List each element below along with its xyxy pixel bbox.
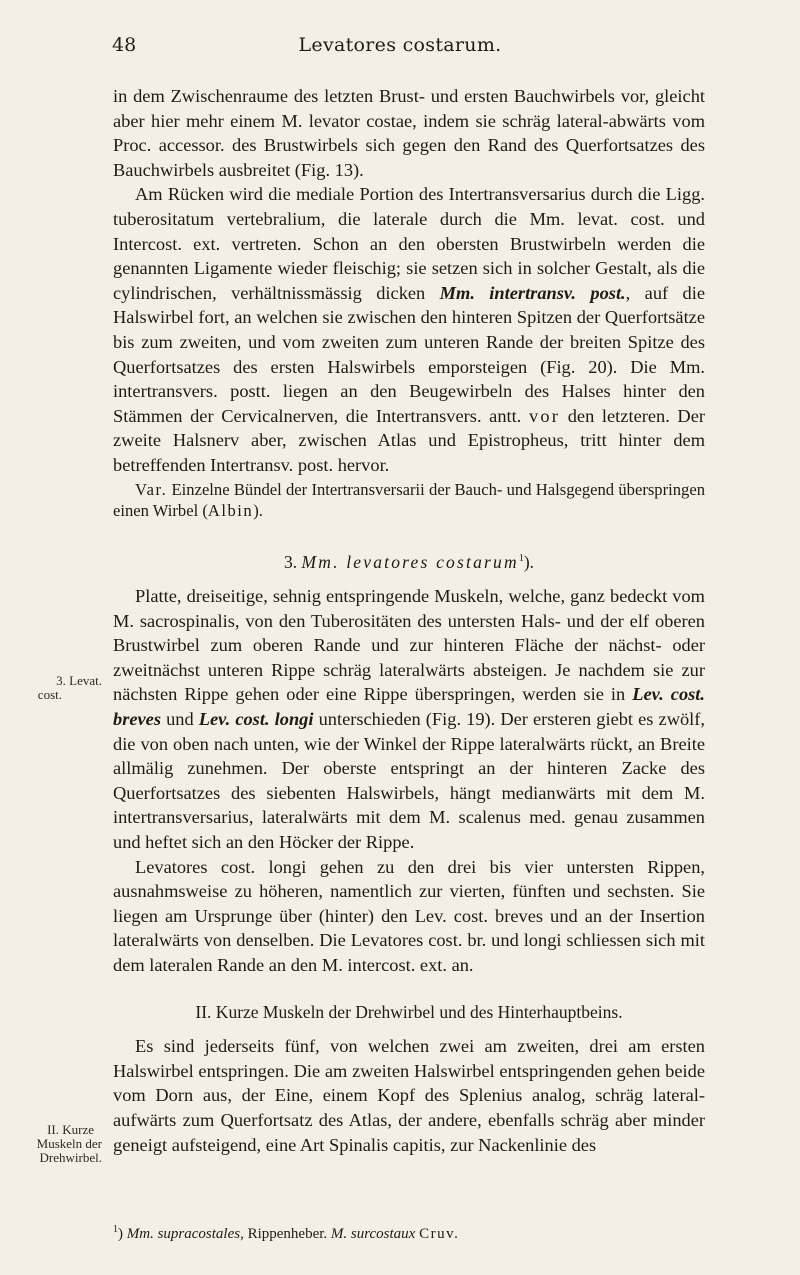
margin-note-kurze-muskeln	[0, 1123, 102, 1165]
running-title: Levatores costarum.	[298, 34, 502, 56]
text-run: Am Rücken wird die mediale Portion des Intertransversarius durch die Ligg. tuberositatum vertebralium, die laterale durch die Mm. levat. cost. und Intercost. ext. vertreten. Schon an den obersten Brustwirbeln werden die genannten Ligamente wieder fleischig; sie setzen sich in solcher Gestalt, als die cylindrischen, verhältnissmässig dicken	[113, 184, 705, 303]
text-run: Platte, dreiseitige, sehnig entspringende Muskeln, welche, ganz bedeckt vom M. sacrospinalis, von den Tuberositäten des untersten Hals- und der elf oberen Brustwirbel zum oberen Rande und zur hinteren Fläche der nächst- oder zweitnächst unteren Rippe schräg lateralwärts absteigen. Je nachdem sie zur nächsten Rippe gehen oder eine Rippe überspringen, werden sie in	[113, 586, 705, 705]
text-run: Einzelne Bündel der Intertransversarii der Bauch- und Halsgegend überspringen einen Wirbel (	[113, 479, 705, 520]
paragraph-5: Es sind jederseits fünf, von welchen zwei am zweiten, drei am ersten Halswirbel entspringen. Die am zweiten Halswirbel entspringenden gehen beide vom Dorn aus, der Eine, einem Kopf des Splenius analog, schräg lateral-aufwärts zum Querfortsatz des Atlas, der andere, ebenfalls schräg aber minder geneigt aufsteigend, eine Art Spinalis capitis, zur Nackenlinie des	[113, 1036, 705, 1155]
paragraph-3	[113, 584, 705, 855]
margin-note-levat-cost	[0, 674, 102, 702]
page-header	[0, 34, 800, 64]
margin-note-line: II. Kurze	[47, 1122, 94, 1137]
margin-note-line: Muskeln der	[36, 1136, 102, 1151]
spaced-word: vor	[528, 405, 561, 426]
footnote-mark: 1	[113, 1224, 118, 1235]
section-3-heading	[113, 550, 705, 575]
text-run: , auf die Halswirbel fort, an welchen sie zwischen den hinteren Spitzen der Querfortsätze bis zum zweiten, und vom zweiten zum unteren Rande der breiten Spitze des Querfortsatzes des ersten Halswirbels emporsteigen (Fig. 20). Die Mm. intertransvers. postt. liegen an den Beugewirbeln des Halses hinter den Stämmen der Cervicalnerven, die Intertransvers. antt.	[113, 282, 705, 426]
footnote-ref: 1	[518, 552, 524, 564]
variation-note	[113, 479, 705, 522]
footnote: $^1$) Mm. supracostales, Rippenheber. M. surcostaux Cruv.	[113, 1224, 460, 1242]
footnote-term: M. surcostaux	[330, 1226, 416, 1242]
page-number: 48	[112, 34, 137, 56]
italic-term: Mm. intertransv. post.	[439, 282, 626, 303]
section-title: Mm. levatores costarum	[301, 551, 519, 572]
body-text	[113, 84, 705, 1157]
italic-term: Lev. cost. breves	[113, 684, 705, 730]
section-number: 3.	[283, 551, 302, 572]
margin-note-line: Drehwirbel.	[39, 1150, 102, 1165]
author-name: Albin	[207, 501, 254, 520]
text-run: ).	[253, 501, 263, 520]
text-run: unterschieden (Fig. 19). Der ersteren giebt es zwölf, die von oben nach unten, wie der Winkel der Rippe lateralwärts rückt, an Breite allmälig zunehmen. Der oberste entspringt an der hinteren Zacke des Querfortsatzes des siebenten Halswirbels, hängt medianwärts mit dem M. intertransversarius, lateralwärts mit dem M. scalenus med. genau zusammen und heftet sich an den Höcker der Rippe.	[113, 709, 706, 853]
var-label: Var.	[135, 479, 168, 499]
margin-note-line: 3. Levat.	[56, 673, 102, 688]
text-run: und	[161, 709, 199, 730]
footnote-term: Mm. supracostales	[126, 1226, 241, 1242]
paragraph-1: in dem Zwischenraume des letzten Brust- und ersten Bauchwirbels vor, gleicht aber hier mehr einem M. levator costae, indem sie schräg lateral-abwärts vom Proc. accessor. des Brustwirbels sich gegen den Rand des Querfortsatzes des Bauchwirbels ausbreitet (Fig. 13).	[113, 86, 705, 180]
section-II-heading: II. Kurze Muskeln der Drehwirbel und des Hinterhauptbeins.	[195, 1001, 623, 1022]
text-run: , Rippenheber.	[240, 1226, 331, 1242]
author-name: Cruv.	[419, 1226, 460, 1242]
margin-note-line: cost.	[37, 687, 62, 702]
text-run: den letzteren. Der zweite Halsnerv aber, zwischen Atlas und Epistropheus, tritt hinter dem betreffenden Intertransv. post. hervor.	[113, 405, 706, 475]
paragraph-2	[113, 182, 705, 477]
italic-term: Lev. cost. longi	[198, 709, 314, 730]
text-run: ).	[523, 551, 535, 572]
paragraph-4: Levatores cost. longi gehen zu den drei bis vier untersten Rippen, ausnahmsweise zu höheren, namentlich zur vierten, fünften und sechsten. Sie liegen am Ursprunge über (hinter) den Lev. cost. breves und an der Insertion lateralwärts von denselben. Die Levatores cost. br. und longi schliessen sich mit dem lateralen Rande an den M. intercost. ext. an.	[113, 856, 705, 975]
